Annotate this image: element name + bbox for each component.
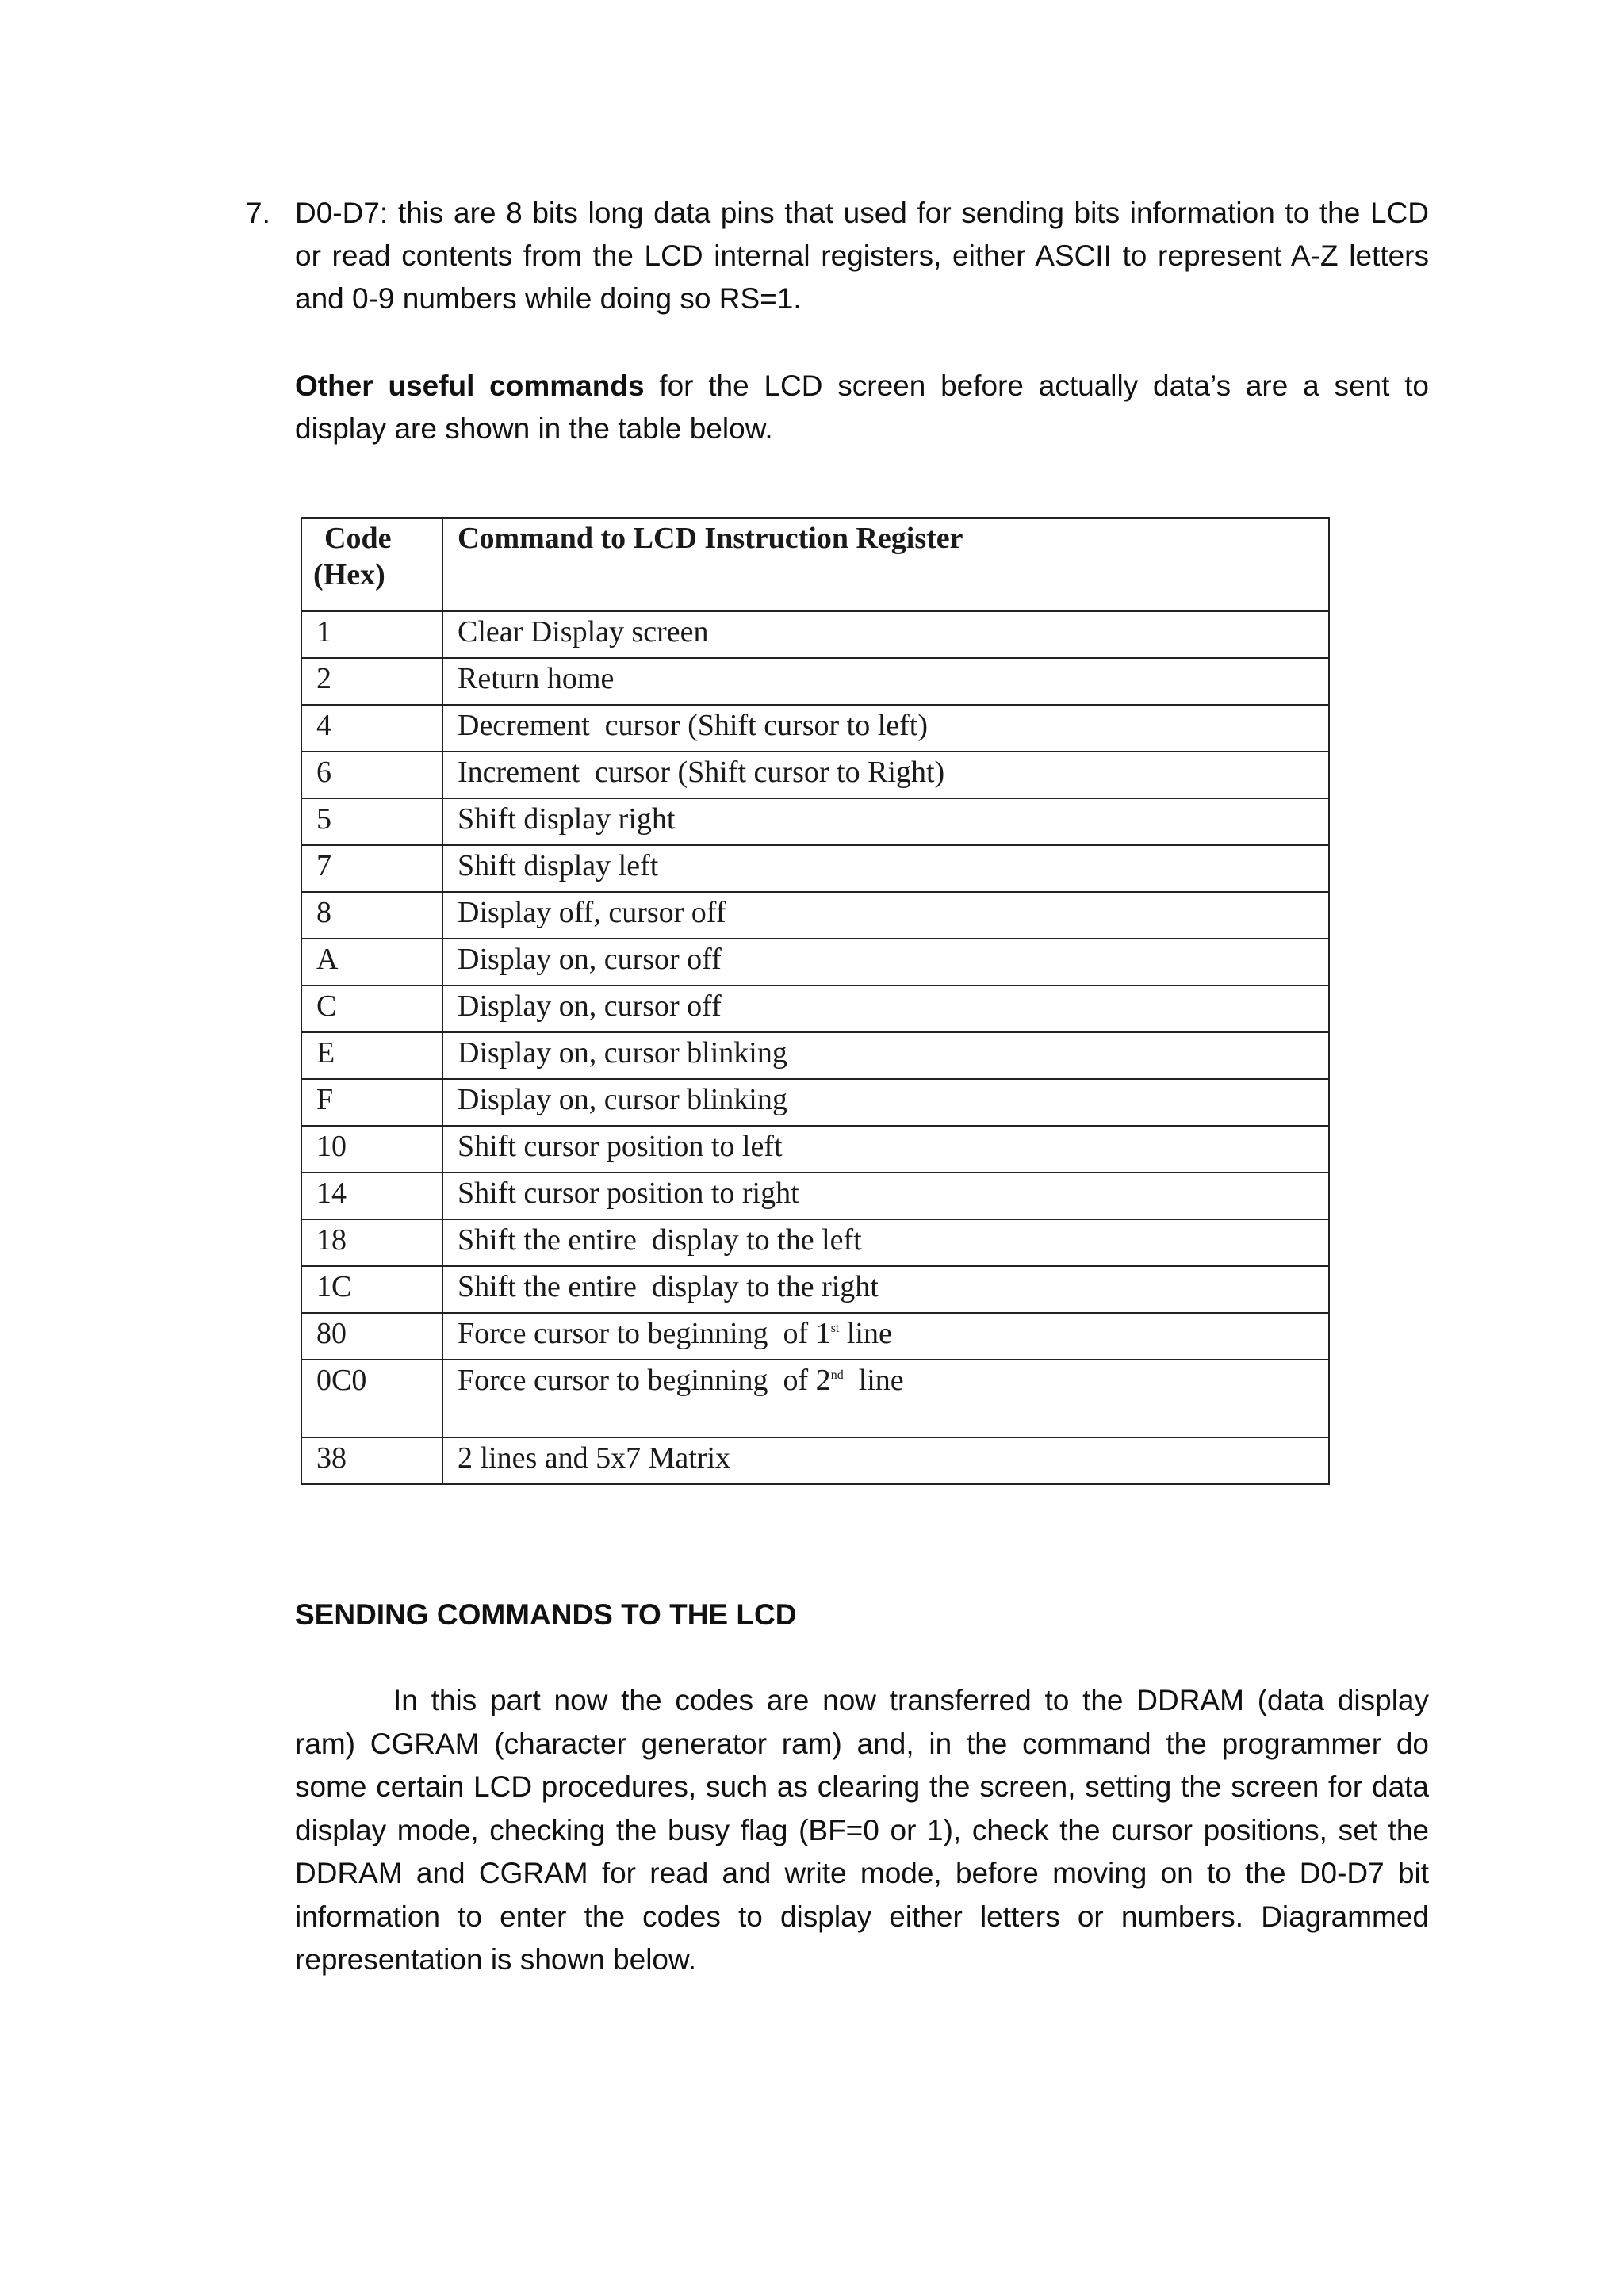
command-cell: Display on, cursor blinking [442,1079,1329,1126]
code-cell: 0C0 [301,1360,442,1437]
lcd-command-table [301,517,1330,1485]
paragraph-text: In this part now the codes are now transferred to the DDRAM (data display ram) CGRAM (character generator ram) and, in the command the programmer do some certain LCD procedures, such as clearing the screen, setting the screen for data display mode, checking the busy flag (BF=0 or 1), check the cursor positions, set the DDRAM and CGRAM for read and write mode, before moving on to the D0-D7 bit information to enter the codes to display either letters or numbers. Diagrammed representation is shown below. [295,1684,1429,1976]
ordinal-suffix: st [830,1322,840,1335]
command-cell: Decrement cursor (Shift cursor to left) [442,705,1329,752]
table-row [301,1032,1329,1079]
command-cell: Shift cursor position to right [442,1173,1329,1219]
table-row [301,985,1329,1032]
header-code-line1: Code [324,522,392,555]
code-cell: 14 [301,1173,442,1219]
command-text: Force cursor to beginning of 2 [458,1364,831,1397]
code-cell: 10 [301,1126,442,1173]
command-text: Force cursor to beginning of 1 [458,1317,831,1350]
code-cell: 1 [301,611,442,658]
header-code-line2: (Hex) [313,558,385,591]
command-text-after: line [843,1364,904,1397]
header-code [301,518,442,611]
command-cell: 2 lines and 5x7 Matrix [442,1437,1329,1484]
list-item-7 [246,192,1429,320]
code-cell: 80 [301,1313,442,1360]
command-cell: Increment cursor (Shift cursor to Right) [442,752,1329,798]
code-cell: 8 [301,892,442,939]
table-row [301,845,1329,892]
section-heading: SENDING COMMANDS TO THE LCD [295,1598,797,1631]
table-row [301,1437,1329,1484]
table-row [301,611,1329,658]
command-cell: Return home [442,658,1329,705]
table-row [301,939,1329,985]
table-row [301,798,1329,845]
code-cell: 1C [301,1266,442,1313]
command-cell: Clear Display screen [442,611,1329,658]
table-row [301,1266,1329,1313]
code-cell: E [301,1032,442,1079]
command-cell: Display off, cursor off [442,892,1329,939]
table-row [301,1219,1329,1266]
table-row [301,1313,1329,1360]
table-row [301,892,1329,939]
list-number: 7. [246,197,270,229]
code-cell: 4 [301,705,442,752]
command-cell: Shift display right [442,798,1329,845]
table-row [301,705,1329,752]
code-cell: 6 [301,752,442,798]
useful-commands-rest: for the LCD screen before actually data’s are a sent to display are shown in the table below. [295,369,1430,445]
code-cell: 38 [301,1437,442,1484]
useful-commands-bold: Other useful commands [295,369,645,402]
ordinal-suffix: nd [830,1368,844,1382]
table-row [301,658,1329,705]
code-cell: 18 [301,1219,442,1266]
code-cell: 7 [301,845,442,892]
command-cell: Shift cursor position to left [442,1126,1329,1173]
command-cell: Display on, cursor off [442,985,1329,1032]
command-text-after: line [839,1317,892,1350]
code-cell: 5 [301,798,442,845]
command-cell: Shift the entire display to the left [442,1219,1329,1266]
command-cell: Shift the entire display to the right [442,1266,1329,1313]
table-row [301,1360,1329,1437]
command-cell: Display on, cursor blinking [442,1032,1329,1079]
table-row [301,1173,1329,1219]
command-cell: Display on, cursor off [442,939,1329,985]
header-command: Command to LCD Instruction Register [442,518,1329,611]
command-cell: Shift display left [442,845,1329,892]
table-row [301,752,1329,798]
table-row [301,1079,1329,1126]
command-cell [442,1360,1329,1437]
list-item-text: D0-D7: this are 8 bits long data pins that used for sending bits information to the LCD or read contents from the LCD internal registers, either ASCII to represent A-Z letters and 0-9 numbers while doing so RS=1. [295,197,1429,315]
code-cell: F [301,1079,442,1126]
code-cell: C [301,985,442,1032]
command-cell [442,1313,1329,1360]
body-paragraph [295,1679,1429,1982]
table-header-row [301,518,1329,611]
code-cell: 2 [301,658,442,705]
code-cell: A [301,939,442,985]
useful-commands-paragraph [295,365,1429,450]
table-row [301,1126,1329,1173]
